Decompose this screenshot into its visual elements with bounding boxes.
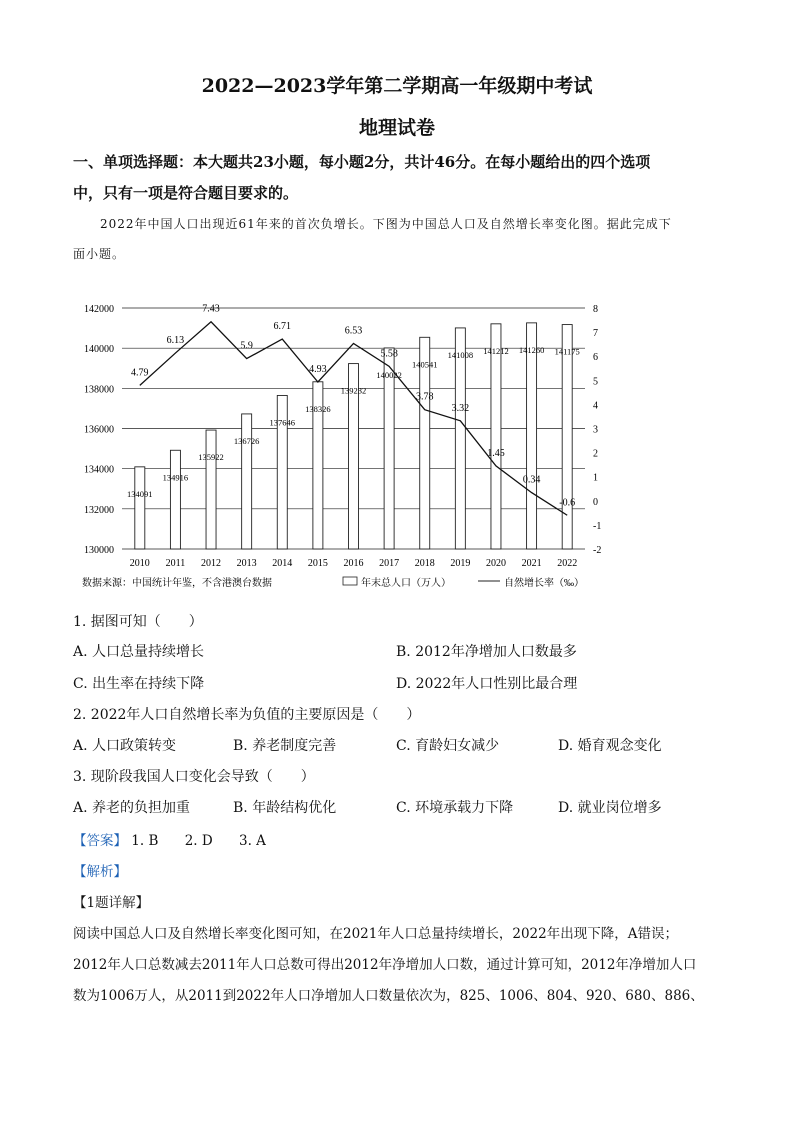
right-tick-label: 2 — [593, 448, 598, 460]
population-chart — [60, 290, 630, 595]
growth-rate-label: 5.9 — [240, 340, 253, 352]
chart-source: 数据来源：中国统计年鉴，不含港澳台数据 — [82, 578, 272, 589]
q1-option-b: B. 2012年净增加人口数最多 — [396, 644, 577, 660]
right-tick-label: 4 — [593, 400, 598, 412]
legend-bar-swatch — [343, 577, 357, 585]
right-tick-label: 5 — [593, 376, 598, 388]
left-tick-label: 142000 — [84, 304, 114, 315]
q3-option-a: A. 养老的负担加重 — [73, 800, 191, 816]
q2-stem: 2. 2022年人口自然增长率为负值的主要原因是（ ） — [73, 707, 421, 723]
population-bar — [242, 414, 252, 549]
population-bar-label: 139232 — [340, 385, 367, 396]
population-bar-label: 135922 — [198, 452, 224, 463]
right-tick-label: -1 — [593, 520, 602, 532]
growth-rate-label: 6.53 — [344, 325, 363, 337]
section-heading-line1: 一、单项选择题：本大题共23小题，每小题2分，共计46分。在每小题给出的四个选项 — [73, 153, 651, 171]
x-tick-label: 2014 — [272, 558, 293, 569]
right-tick-label: 3 — [593, 424, 598, 436]
population-bar — [206, 430, 216, 549]
detail-title: 【1题详解】 — [73, 895, 150, 911]
intro-line1: 2022年中国人口出现近61年来的首次负增长。下图为中国总人口及自然增长率变化图。据此完成下 — [100, 217, 672, 231]
population-bar-label: 137646 — [269, 417, 296, 428]
intro-line2: 面小题。 — [73, 247, 126, 261]
x-tick-label: 2019 — [450, 558, 471, 569]
population-bar — [491, 324, 501, 549]
answer-2: 2. D — [184, 833, 213, 849]
population-bar — [527, 323, 537, 549]
q3-stem: 3. 现阶段我国人口变化会导致（ ） — [73, 769, 315, 785]
x-tick-label: 2011 — [165, 558, 186, 569]
population-bar-label: 134091 — [127, 488, 153, 499]
right-tick-label: 7 — [593, 328, 598, 340]
analysis-para-3: 数为1006万人，从2011到2022年人口净增加人口数量依次为，825、1006、804、920、680、886、 — [73, 988, 704, 1004]
analysis-para-1: 阅读中国总人口及自然增长率变化图可知，在2021年人口总量持续增长，2022年出现下降，A错误； — [73, 926, 678, 942]
q2-option-d: D. 婚育观念变化 — [558, 738, 662, 754]
left-tick-label: 140000 — [84, 344, 114, 356]
x-tick-label: 2016 — [343, 558, 364, 569]
population-bar-label: 138326 — [305, 403, 331, 414]
x-tick-label: 2018 — [414, 558, 435, 569]
right-axis-ticks — [593, 304, 601, 556]
population-bar-label: 141008 — [447, 350, 474, 361]
q3-option-c: C. 环境承载力下降 — [396, 800, 514, 816]
q1-stem: 1. 据图可知（ ） — [73, 614, 203, 630]
population-bar — [170, 450, 180, 549]
population-bar — [455, 328, 465, 549]
q1-option-d: D. 2022年人口性别比最合理 — [396, 676, 578, 692]
paper-subtitle: 地理试卷 — [358, 117, 435, 139]
population-bar-label: 136726 — [233, 436, 260, 447]
population-bar-label: 141212 — [483, 345, 509, 356]
growth-rate-label: 3.78 — [415, 391, 434, 403]
answer-1: 1. B — [131, 833, 159, 849]
population-bar — [562, 325, 572, 549]
left-tick-label: 138000 — [84, 384, 114, 396]
q1-option-a: A. 人口总量持续增长 — [73, 644, 205, 660]
growth-rate-label: -0.6 — [559, 497, 576, 509]
right-tick-label: 6 — [593, 352, 598, 364]
growth-rate-label: 0.34 — [522, 474, 541, 486]
right-tick-label: 1 — [593, 472, 598, 484]
q2-option-b: B. 养老制度完善 — [233, 738, 337, 754]
left-tick-label: 136000 — [84, 424, 114, 436]
growth-rate-label: 6.13 — [166, 335, 185, 347]
left-tick-label: 132000 — [84, 504, 114, 516]
population-bar-label: 134916 — [162, 472, 189, 483]
right-tick-label: 8 — [593, 304, 598, 315]
q3-option-b: B. 年龄结构优化 — [233, 800, 337, 816]
analysis-label: 【解析】 — [73, 864, 127, 880]
growth-rate-label: 4.79 — [131, 367, 149, 379]
q1-option-c: C. 出生率在持续下降 — [73, 676, 205, 692]
right-tick-label: 0 — [593, 496, 598, 508]
q2-option-c: C. 育龄妇女减少 — [396, 738, 500, 754]
right-tick-label: -2 — [593, 545, 602, 556]
x-tick-label: 2022 — [557, 558, 578, 569]
x-tick-label: 2017 — [379, 558, 400, 569]
section-heading-line2: 中，只有一项是符合题目要求的。 — [73, 184, 299, 202]
x-tick-label: 2012 — [201, 558, 222, 569]
answer-line — [73, 829, 266, 849]
x-tick-label: 2013 — [236, 558, 257, 569]
growth-rate-label: 1.45 — [487, 447, 505, 459]
answer-label: 【答案】 — [73, 833, 127, 849]
answer-3: 3. A — [238, 833, 266, 849]
population-bar-label: 140022 — [376, 370, 402, 381]
growth-rate-label: 6.71 — [273, 321, 292, 333]
x-tick-label: 2015 — [307, 558, 328, 569]
population-bar-label: 141175 — [554, 346, 580, 357]
x-axis-ticks — [130, 558, 577, 569]
population-bar-label: 141260 — [518, 344, 545, 355]
population-bars — [135, 323, 572, 549]
legend-bar-label: 年末总人口（万人） — [361, 578, 451, 589]
growth-rate-label: 7.43 — [202, 303, 220, 315]
q2-option-a: A. 人口政策转变 — [73, 738, 177, 754]
legend-line-label: 自然增长率（‰） — [504, 578, 584, 589]
x-tick-label: 2020 — [485, 558, 506, 569]
x-tick-label: 2021 — [521, 558, 542, 569]
growth-rate-label: 3.32 — [451, 402, 470, 414]
population-bar-label: 140541 — [411, 359, 438, 370]
q3-option-d: D. 就业岗位增多 — [558, 800, 662, 816]
growth-rate-label: 5.58 — [380, 348, 398, 360]
paper-title: 2022—2023学年第二学期高一年级期中考试 — [201, 75, 593, 97]
left-axis-ticks — [84, 304, 114, 556]
left-tick-label: 134000 — [84, 464, 114, 476]
left-tick-label: 130000 — [84, 545, 114, 556]
population-bar — [135, 467, 145, 549]
growth-rate-label: 4.93 — [309, 363, 327, 375]
x-tick-label: 2010 — [129, 558, 150, 569]
analysis-para-2: 2012年人口总数减去2011年人口总数可得出2012年净增加人口数，通过计算可知，2012年净增加人口 — [73, 957, 697, 973]
